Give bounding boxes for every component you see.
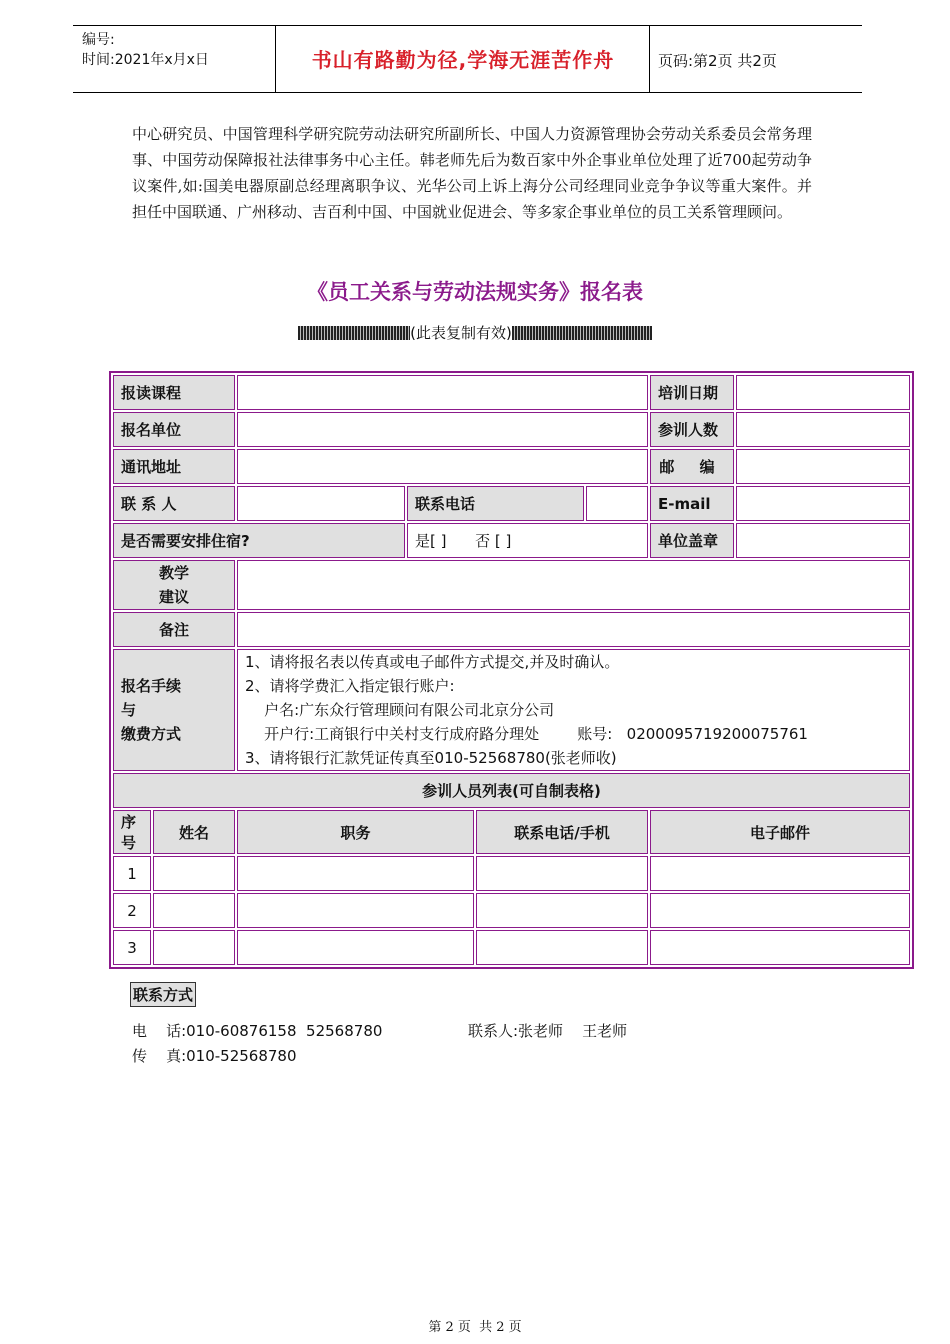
contact-title: 联系方式 — [130, 982, 196, 1007]
page-footer: 第 2 页 共 2 页 — [428, 1320, 522, 1335]
form-note: (此表复制有效) — [410, 324, 512, 342]
company-field[interactable] — [237, 412, 648, 447]
contact-people: 联系人:张老师 王老师 — [468, 1022, 628, 1040]
list-cell-title[interactable] — [237, 893, 474, 928]
procedure-label: 报名手续 与 缴费方式 — [113, 649, 235, 771]
list-cell-phone[interactable] — [476, 930, 648, 965]
procedure-content — [237, 649, 910, 771]
list-cell-name[interactable] — [153, 856, 235, 891]
intro-paragraph: 中心研究员、中国管理科学研究院劳动法研究所副所长、中国人力资源管理协会劳动关系委员会常务理事、中国劳动保障报社法律事务中心主任。韩老师先后为数百家中外企事业单位处理了近700起劳动争议案件,如:国美电器原副总经理离职争议、光华公司上诉上海分公司经理同业竞争争议等重大案件。并担任中国联通、广州移动、吉百利中国、中国就业促进会、等多家企事业单位的员工关系管理顾问。 — [132, 125, 812, 221]
attendee-list-title: 参训人员列表(可自制表格) — [113, 773, 910, 808]
list-header-index: 序号 — [113, 810, 151, 854]
contact-phone-label: 联系电话 — [407, 486, 584, 521]
list-header-email: 电子邮件 — [650, 810, 910, 854]
contact-person-field[interactable] — [237, 486, 405, 521]
course-label: 报读课程 — [113, 375, 235, 410]
address-field[interactable] — [237, 449, 648, 484]
header-top-rule — [73, 25, 862, 26]
attendees-label: 参训人数 — [650, 412, 734, 447]
code-label: 编号: — [82, 32, 115, 48]
procedure-line-5: 3、请将银行汇款凭证传真至010-52568780(张老师收) — [245, 749, 617, 767]
contact-phone-field[interactable] — [586, 486, 648, 521]
lodging-options[interactable]: 是[ ] 否 [ ] — [407, 523, 648, 558]
remark-label: 备注 — [113, 612, 235, 647]
list-row-index: 2 — [113, 893, 151, 928]
time-label: 时间:2021年x月x日 — [82, 52, 209, 68]
header-divider-2 — [649, 25, 650, 92]
contact-phone: 电 话:010-60876158 52568780 — [132, 1022, 383, 1040]
postcode-field[interactable] — [736, 449, 910, 484]
contact-person-label: 联 系 人 — [113, 486, 235, 521]
email-label: E-mail — [650, 486, 734, 521]
lodging-question: 是否需要安排住宿? — [113, 523, 405, 558]
motto: 书山有路勤为径,学海无涯苦作舟 — [311, 48, 615, 72]
suggestion-field[interactable] — [237, 560, 910, 610]
header-divider-1 — [275, 25, 276, 92]
list-cell-email[interactable] — [650, 856, 910, 891]
seal-field[interactable] — [736, 523, 910, 558]
remark-field[interactable] — [237, 612, 910, 647]
company-label: 报名单位 — [113, 412, 235, 447]
procedure-line-3: 户名:广东众行管理顾问有限公司北京分公司 — [245, 701, 555, 719]
procedure-line-2: 2、请将学费汇入指定银行账户: — [245, 677, 455, 695]
form-title: 《员工关系与劳动法规实务》报名表 — [307, 280, 643, 304]
list-cell-name[interactable] — [153, 930, 235, 965]
list-row-index: 3 — [113, 930, 151, 965]
list-row-index: 1 — [113, 856, 151, 891]
form-note-row — [0, 322, 950, 343]
list-cell-email[interactable] — [650, 893, 910, 928]
course-field[interactable] — [237, 375, 648, 410]
procedure-line-1: 1、请将报名表以传真或电子邮件方式提交,并及时确认。 — [245, 653, 620, 671]
header-bottom-rule — [73, 92, 862, 93]
list-header-name: 姓名 — [153, 810, 235, 854]
page-number: 页码:第2页 共2页 — [658, 52, 777, 70]
redaction-mark-left — [298, 326, 410, 340]
contact-fax: 传 真:010-52568780 — [132, 1047, 297, 1065]
list-cell-email[interactable] — [650, 930, 910, 965]
procedure-line-4: 开户行:工商银行中关村支行成府路分理处 账号: 0200095719200075761 — [245, 725, 808, 743]
redaction-mark-right — [512, 326, 652, 340]
address-label: 通讯地址 — [113, 449, 235, 484]
suggestion-label: 教学 建议 — [113, 560, 235, 610]
train-date-field[interactable] — [736, 375, 910, 410]
email-field[interactable] — [736, 486, 910, 521]
list-cell-title[interactable] — [237, 930, 474, 965]
header-meta — [82, 30, 209, 70]
list-cell-title[interactable] — [237, 856, 474, 891]
list-cell-phone[interactable] — [476, 893, 648, 928]
attendees-field[interactable] — [736, 412, 910, 447]
seal-label: 单位盖章 — [650, 523, 734, 558]
list-cell-phone[interactable] — [476, 856, 648, 891]
list-header-phone: 联系电话/手机 — [476, 810, 648, 854]
list-cell-name[interactable] — [153, 893, 235, 928]
postcode-label: 邮 编 — [650, 449, 734, 484]
list-header-title: 职务 — [237, 810, 474, 854]
registration-form — [109, 371, 914, 969]
train-date-label: 培训日期 — [650, 375, 734, 410]
